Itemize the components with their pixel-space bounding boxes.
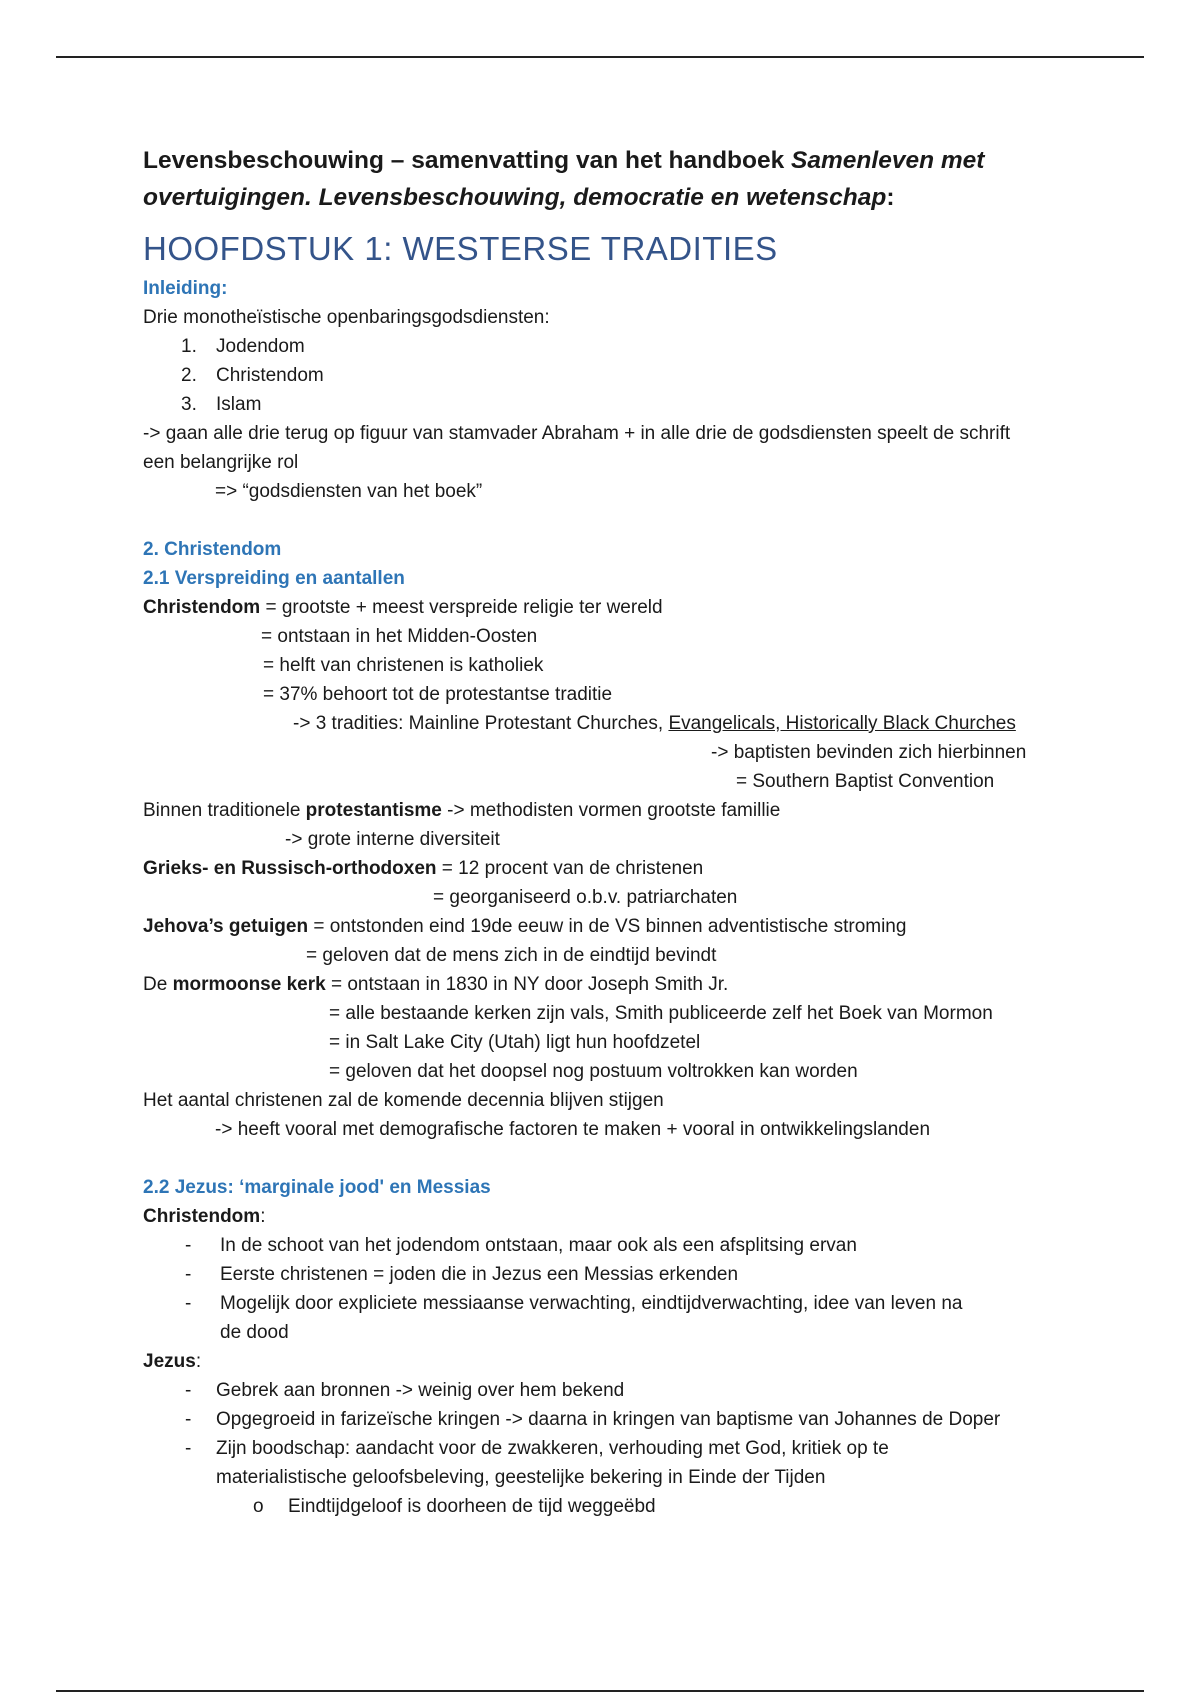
paragraph: = Southern Baptist Convention [736, 771, 995, 792]
paragraph: Jehova’s getuigen = ontstonden eind 19de eeuw in de VS binnen adventistische stroming [143, 916, 907, 937]
paragraph: = helft van christenen is katholiek [263, 655, 544, 676]
paragraph: Het aantal christenen zal de komende decennia blijven stijgen [143, 1090, 664, 1111]
section-heading: 2. Christendom [143, 539, 282, 560]
intro-heading: Inleiding: [143, 278, 228, 299]
subsection-heading: 2.2 Jezus: ‘marginale jood' en Messias [143, 1177, 491, 1198]
list-item: - Gebrek aan bronnen -> weinig over hem bekend [185, 1380, 625, 1401]
list-item: 1. Jodendom [181, 336, 305, 357]
paragraph: -> baptisten bevinden zich hierbinnen [711, 742, 1027, 763]
list-item: 2. Christendom [181, 365, 324, 386]
paragraph: -> heeft vooral met demografische factoren te maken + vooral in ontwikkelingslanden [215, 1119, 931, 1140]
paragraph: = ontstaan in het Midden-Oosten [261, 626, 538, 647]
paragraph: De mormoonse kerk = ontstaan in 1830 in NY door Joseph Smith Jr. [143, 974, 729, 995]
subsection-heading: 2.1 Verspreiding en aantallen [143, 568, 405, 589]
list-item: - Opgegroeid in farizeïsche kringen -> daarna in kringen van baptisme van Johannes de Doper [185, 1409, 1001, 1430]
list-item: 3. Islam [181, 394, 262, 415]
intro-note: -> gaan alle drie terug op figuur van stamvader Abraham + in alle drie de godsdiensten speelt de schrift een belangrijke rol [143, 423, 1011, 473]
paragraph: = georganiseerd o.b.v. patriarchaten [433, 887, 738, 908]
chapter-heading: HOOFDSTUK 1: WESTERSE TRADITIES [143, 230, 778, 267]
paragraph: Grieks- en Russisch-orthodoxen = 12 procent van de christenen [143, 858, 704, 879]
footer-rule [56, 1690, 1144, 1692]
list-item: - In de schoot van het jodendom ontstaan, maar ook als een afsplitsing ervan [185, 1235, 857, 1256]
paragraph: = geloven dat het doopsel nog postuum voltrokken kan worden [329, 1061, 858, 1082]
paragraph: -> 3 tradities: Mainline Protestant Churches, Evangelicals, Historically Black Churches [293, 713, 1016, 734]
paragraph: -> grote interne diversiteit [285, 829, 500, 850]
paragraph: = in Salt Lake City (Utah) ligt hun hoofdzetel [329, 1032, 701, 1053]
paragraph: Christendom: [143, 1206, 266, 1227]
list-item: - Eerste christenen = joden die in Jezus een Messias erkenden [185, 1264, 739, 1285]
paragraph: = geloven dat de mens zich in de eindtijd bevindt [306, 945, 717, 966]
paragraph: Jezus: [143, 1351, 202, 1372]
list-item: - Mogelijk door expliciete messiaanse verwachting, eindtijdverwachting, idee van leven na de dood [185, 1293, 963, 1343]
paragraph: = 37% behoort tot de protestantse traditie [263, 684, 613, 705]
header-rule [56, 56, 1144, 58]
document-title: Levensbeschouwing – samenvatting van het handboek Samenleven met overtuigingen. Levensbeschouwing, democratie en wetenschap: [143, 147, 985, 211]
intro-conclusion: => “godsdiensten van het boek” [215, 481, 483, 502]
list-item: - Zijn boodschap: aandacht voor de zwakkeren, verhouding met God, kritiek op te materialistische geloofsbeleving, geestelijke bekering in Einde der Tijden [185, 1438, 889, 1488]
paragraph: Christendom = grootste + meest verspreide religie ter wereld [143, 597, 663, 618]
sub-list-item: o Eindtijdgeloof is doorheen de tijd weggeëbd [253, 1496, 656, 1517]
paragraph: = alle bestaande kerken zijn vals, Smith publiceerde zelf het Boek van Mormon [329, 1003, 993, 1024]
paragraph: Binnen traditionele protestantisme -> methodisten vormen grootste famillie [143, 800, 781, 821]
intro-lead: Drie monotheïstische openbaringsgodsdiensten: [143, 307, 550, 328]
document-page [143, 142, 1063, 1521]
